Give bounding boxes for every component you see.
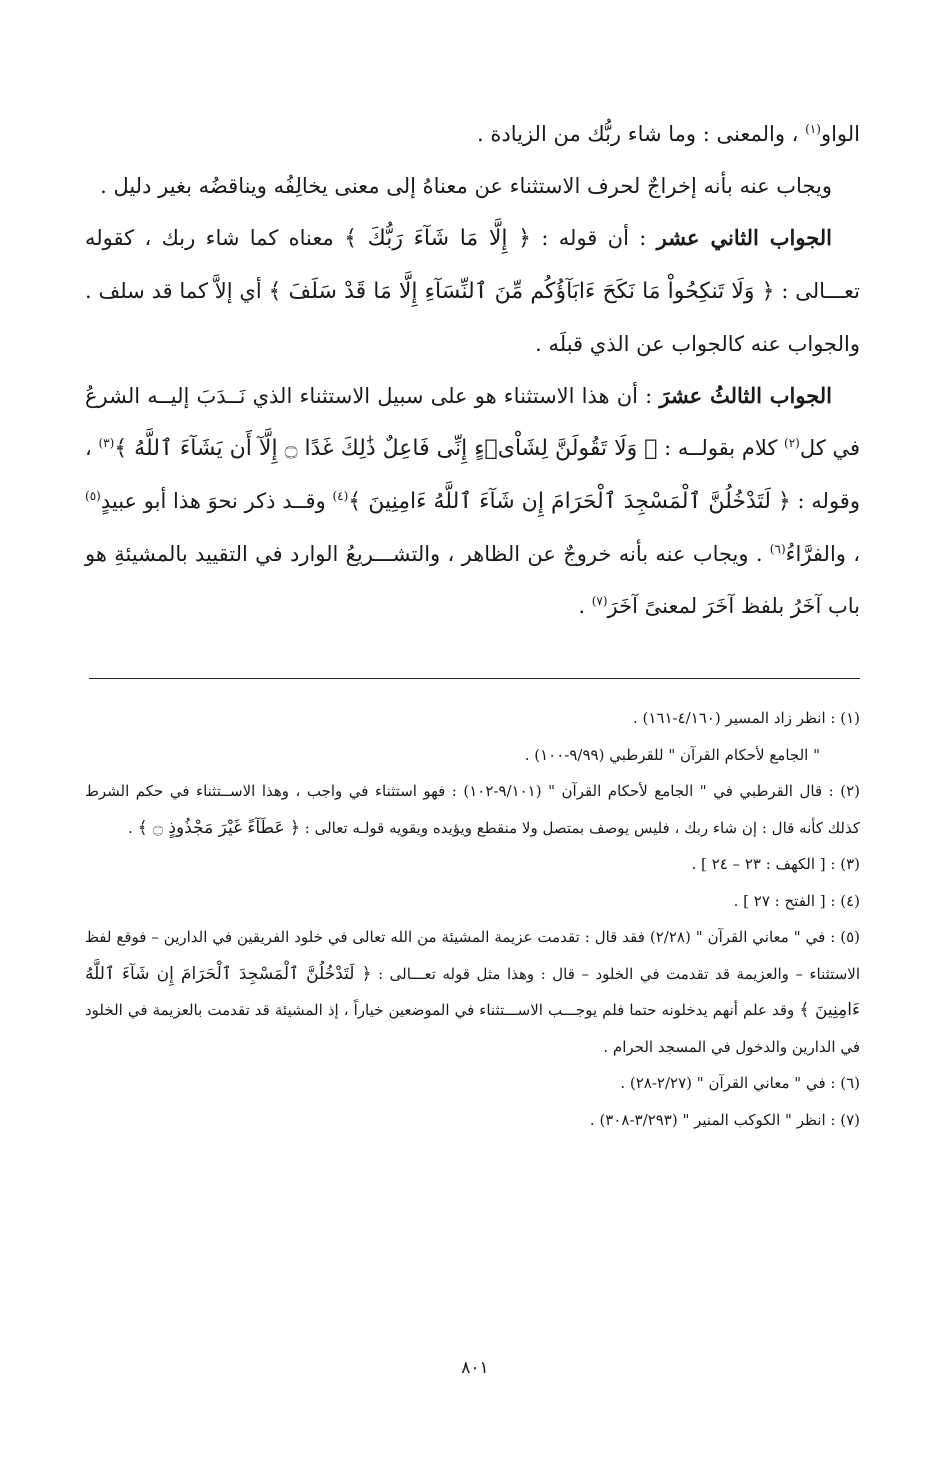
- paragraph-4-text-2: كلام بقولــه :: [657, 436, 785, 460]
- footnote-2-text: (٢) : قال القرطبي في " الجامع لأحكام القرآن " (٩/١٠١-١٠٢) : فهو استثناء في واجب ، وهذا الاســتثناء في حكم الشرط كذلك كأنه قال : إن شاء ربك ، فليس يوصف بمتصل ولا منقطع ويؤيده ويقويه قولـه تعالى :: [85, 782, 860, 837]
- quran-quote-1: ﴿ إِلَّا مَا شَآءَ رَبُّكَ ﴾: [344, 226, 532, 251]
- paragraph-4-text-7: .: [578, 594, 592, 618]
- paragraph-1-text: الواو: [820, 122, 860, 146]
- footnote-7: (٧) : انظر " الكوكب المنير " (٣/٢٩٣-٣٠٨) .: [589, 1110, 860, 1129]
- footnote-divider: [89, 678, 860, 679]
- footnote-2: [85, 773, 860, 846]
- paragraph-3: [85, 212, 860, 370]
- footnote-ref-5: (٥): [85, 489, 101, 503]
- paragraph-1: [85, 108, 860, 160]
- paragraph-3-text-end: أي إلاَّ كما قد سلف . والجواب عنه كالجواب عن الذي قبلَه .: [85, 279, 860, 356]
- answer-13-heading: الجواب الثالثُ عشرَ: [659, 383, 833, 408]
- paragraph-4-text-5: ، والفرَّاءُ: [785, 542, 860, 566]
- footnote-ref-4: (٤): [332, 489, 349, 503]
- footnote-6: (٦) : في " معاني القرآن " (٢/٢٧-٢٨) .: [620, 1074, 860, 1092]
- paragraph-2-text: ويجاب عنه بأنه إخراجٌ لحرف الاستثناء عن معناهُ إلى معنى يخالِفُه ويناقضُه بغير دليل .: [100, 174, 832, 198]
- paragraph-4-text-4: وقــد ذكر نحوَ هذا أبو عبيدٍ: [100, 489, 333, 513]
- footnote-3: (٣) : [ الكهف : ٢٣ – ٢٤ ] .: [691, 855, 860, 873]
- answer-12-heading: الجواب الثاني عشر: [656, 225, 833, 250]
- paragraph-3-text: : أن قوله :: [531, 226, 657, 250]
- quran-quote-2: ﴿ وَلَا تَنكِحُواْ مَا نَكَحَ ءَابَآؤُكُم مِّنَ ٱلنِّسَآءِ إِلَّا مَا قَدْ سَلَفَ ﴾: [268, 279, 775, 304]
- page-body: [85, 108, 860, 632]
- footnote-5-quran-quote: ﴿ لَتَدْخُلُنَّ ٱلْمَسْجِدَ ٱلْحَرَامَ إِن شَآءَ ٱللَّهُ ءَامِنِينَ ﴾: [85, 963, 860, 1020]
- paragraph-2: [85, 160, 860, 212]
- footnote-5-text: (٥) : في " معاني القرآن " (٢/٢٨) فقد قال : تقدمت عزيمة المشيئة من الله تعالى في خلود الفريقين في الدارين – فوقع لفظ الاستثناء – والعزيمة قد تقدمت في الخلود – قال : وهذا مثل قوله تعـــالى :: [85, 928, 860, 983]
- paragraph-3-text-cont: معناه كما شاء ربك ، كقوله تعـــالى :: [85, 226, 860, 303]
- quran-quote-4: ﴿ لَتَدْخُلُنَّ ٱلْمَسْجِدَ ٱلْحَرَامَ إِن شَآءَ ٱللَّهُ ءَامِنِينَ ﴾: [348, 489, 791, 514]
- footnote-2-quran-quote: ﴿ عَطَآءً غَيْرَ مَجْذُوذٍ ۝ ﴾: [137, 817, 301, 838]
- footnotes: [85, 700, 860, 1138]
- footnote-5: [85, 919, 860, 1065]
- footnote-2-text-end: .: [128, 818, 138, 837]
- footnote-1: (١) : انظر زاد المسير (٤/١٦٠-١٦١) .: [632, 709, 860, 727]
- paragraph-4-text-6: . ويجاب عنه بأنه خروجٌ عن الظاهر ، والتشـــريعُ الوارد في التقييد بالمشيئةِ هو باب آخَرُ بلفظ آخَرَ لمعنىً آخَرَ: [85, 542, 860, 618]
- footnote-ref-7: (٧): [591, 594, 608, 608]
- paragraph-4-text: : أن هذا الاستثناء هو على سبيل الاستثناء الذي نَــدَبَ إليــه الشرعُ في كل: [85, 384, 860, 460]
- footnote-ref-3: (٣): [98, 436, 115, 450]
- paragraph-4: [85, 370, 860, 632]
- quran-quote-3: ﴿ وَلَا تَقُولَنَّ لِشَاْىۡءٍ إِنِّى فَاعِلٌ ذَٰلِكَ غَدًا ۝ إِلَّآ أَن يَشَآءَ ٱللَّهُ ﴾: [114, 436, 658, 461]
- main-text: [85, 108, 860, 632]
- paragraph-1-text-cont: ، والمعنى : وما شاء ربُّك من الزيادة .: [477, 122, 806, 146]
- footnote-4: (٤) : [ الفتح : ٢٧ ] .: [733, 891, 860, 910]
- page-number: ٨٠١: [461, 1358, 489, 1378]
- paragraph-4-text-3: ، وقوله :: [85, 436, 860, 513]
- footnote-1-continued: " الجامع لأحكام القرآن " للقرطبي (٩/٩٩-١٠٠) .: [524, 745, 820, 764]
- footnote-ref-6: (٦): [769, 542, 786, 556]
- footnote-ref-1: (١): [805, 122, 821, 136]
- footnote-5-text-end: وقد علم أنهم يدخلونه حتما فلم يوجـــب الاســـتثناء في الموضعين خياراً ، إذ المشيئة قد تقدمت بالعزيمة في الخلود في الدارين والدخول في المسجد الحرام .: [85, 1001, 860, 1056]
- footnote-ref-2: (٢): [784, 436, 800, 450]
